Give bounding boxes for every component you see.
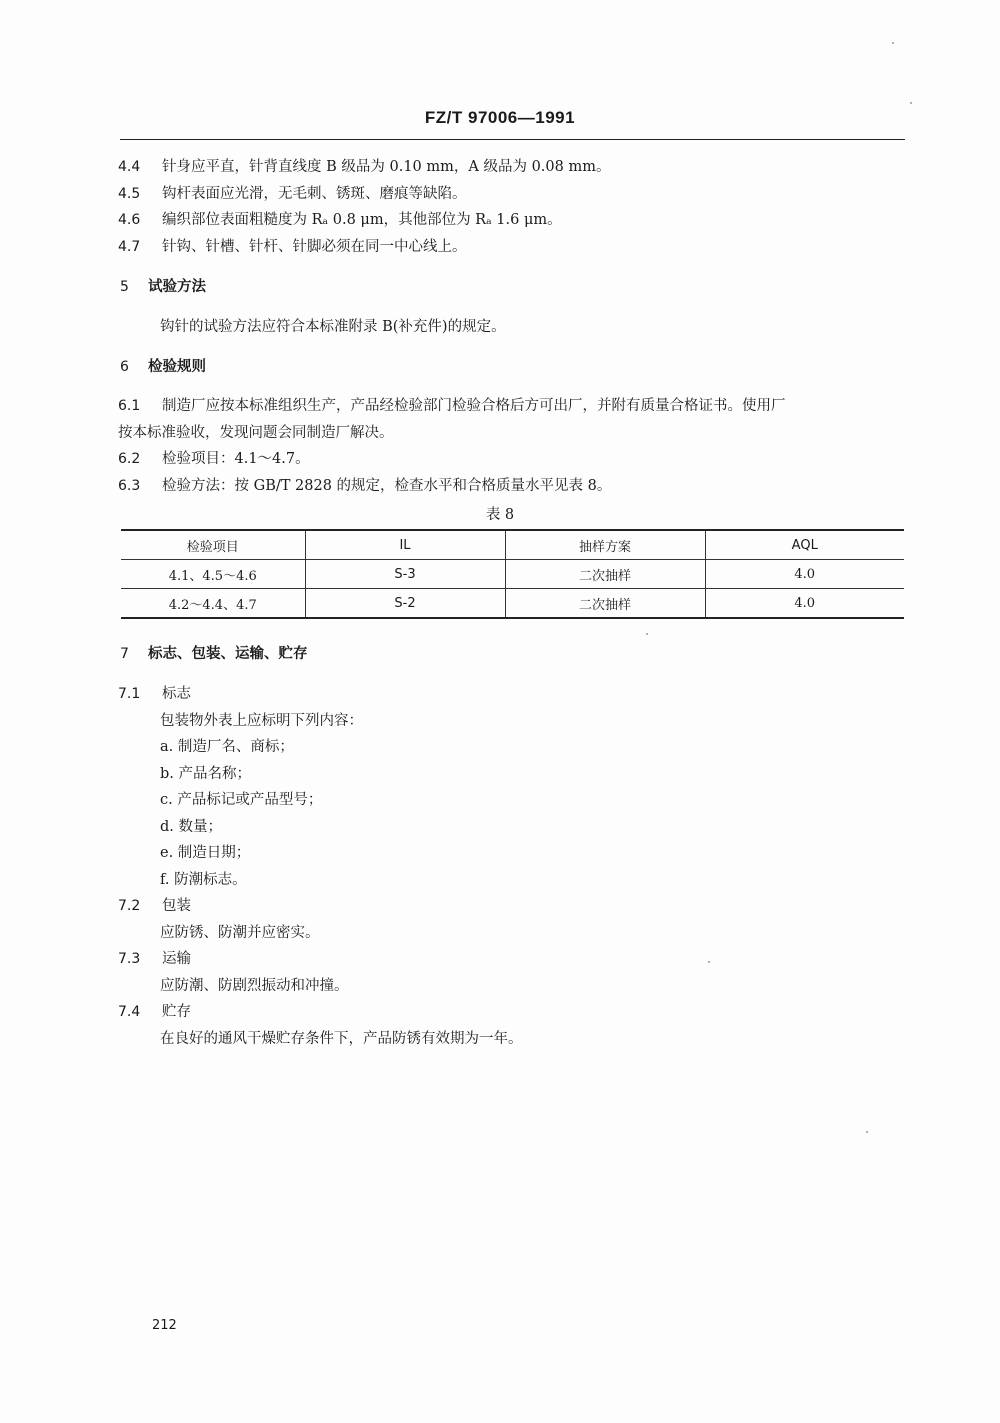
- subsection-7-1-heading: [118, 684, 191, 704]
- table-header-row: [121, 530, 904, 560]
- table-cell: 二次抽样: [505, 560, 705, 589]
- clause-6-3: [118, 476, 611, 496]
- section-5-body: 钩针的试验方法应符合本标准附录 B(补充件)的规定。: [160, 319, 506, 335]
- scan-speck: [910, 102, 912, 104]
- subsection-title: 标志: [162, 686, 191, 702]
- section-title: 检验规则: [148, 358, 206, 375]
- column-header: 抽样方案: [505, 530, 705, 560]
- storage-body: 在良好的通风干燥贮存条件下，产品防锈有效期为一年。: [160, 1031, 523, 1047]
- clause-number: 6.2: [118, 451, 141, 467]
- marking-intro: 包装物外表上应标明下列内容：: [160, 713, 363, 729]
- column-header: IL: [305, 530, 505, 560]
- clause-text: 针身应平直，针背直线度 B 级品为 0.10 mm，A 级品为 0.08 mm。: [162, 159, 611, 175]
- clause-6-2: [118, 449, 310, 469]
- table-cell: 二次抽样: [505, 589, 705, 619]
- section-6-heading: [120, 357, 206, 377]
- scan-speck: [866, 1131, 868, 1133]
- clause-number: 6.1: [118, 398, 141, 414]
- section-title: 标志、包装、运输、贮存: [148, 645, 308, 662]
- marking-list-item: b. 产品名称；: [160, 766, 251, 782]
- subsection-number: 7.1: [118, 686, 141, 702]
- marking-list-item: f. 防潮标志。: [160, 872, 247, 888]
- subsection-7-2-heading: [118, 896, 191, 916]
- section-7-heading: [120, 644, 308, 664]
- clause-6-1: [118, 396, 786, 416]
- scan-speck: [708, 961, 710, 963]
- marking-list-item: a. 制造厂名、商标；: [160, 739, 294, 755]
- header-rule: [120, 139, 905, 140]
- scan-speck: [646, 633, 648, 635]
- table-cell: 4.0: [705, 589, 904, 619]
- clause-text: 制造厂应按本标准组织生产，产品经检验部门检验合格后方可出厂，并附有质量合格证书。使用厂: [162, 398, 786, 414]
- table-cell: 4.2～4.4、4.7: [168, 597, 257, 613]
- clause-6-1-continued: 按本标准验收，发现问题会同制造厂解决。: [118, 425, 394, 441]
- table-cell: S-3: [305, 560, 505, 589]
- clause-4-5: [118, 184, 467, 204]
- clause-text: 检验项目：4.1～4.7。: [162, 451, 310, 467]
- clause-text: 检验方法：按 GB/T 2828 的规定，检查水平和合格质量水平见表 8。: [162, 478, 612, 494]
- table-cell: 4.1、4.5～4.6: [168, 568, 257, 584]
- clause-4-6: [118, 210, 562, 230]
- table-cell: S-2: [305, 589, 505, 619]
- clause-4-7: [118, 237, 467, 257]
- table-row: [121, 560, 904, 589]
- section-number: 7: [120, 646, 129, 662]
- section-5-heading: [120, 277, 206, 297]
- clause-text: 编织部位表面粗糙度为 Rₐ 0.8 μm，其他部位为 Rₐ 1.6 μm。: [162, 212, 562, 228]
- scan-speck: [892, 42, 894, 44]
- subsection-title: 包装: [162, 898, 191, 914]
- transport-body: 应防潮、防剧烈振动和冲撞。: [160, 978, 349, 994]
- packaging-body: 应防锈、防潮并应密实。: [160, 925, 320, 941]
- subsection-title: 运输: [162, 951, 191, 967]
- subsection-number: 7.4: [118, 1004, 141, 1020]
- table-row: [121, 589, 904, 619]
- clause-text: 钩杆表面应光滑，无毛刺、锈斑、磨痕等缺陷。: [162, 186, 467, 202]
- subsection-7-3-heading: [118, 949, 191, 969]
- clause-number: 4.6: [118, 212, 141, 228]
- marking-list-item: e. 制造日期；: [160, 845, 251, 861]
- marking-list-item: c. 产品标记或产品型号；: [160, 792, 323, 808]
- table-caption: 表 8: [485, 507, 515, 523]
- section-number: 5: [120, 279, 129, 295]
- clause-4-4: [118, 157, 610, 177]
- clause-text: 针钩、针槽、针杆、针脚必须在同一中心线上。: [162, 239, 467, 255]
- clause-number: 6.3: [118, 478, 141, 494]
- clause-number: 4.4: [118, 159, 141, 175]
- subsection-title: 贮存: [162, 1004, 191, 1020]
- section-title: 试验方法: [148, 278, 206, 295]
- page-number: 212: [152, 1318, 177, 1333]
- marking-list-item: d. 数量；: [160, 819, 222, 835]
- clause-number: 4.5: [118, 186, 141, 202]
- column-header: AQL: [705, 530, 904, 560]
- standard-code: FZ/T 97006—1991: [424, 108, 576, 127]
- subsection-7-4-heading: [118, 1002, 191, 1022]
- inspection-table: [121, 529, 904, 619]
- column-header: 检验项目: [186, 539, 239, 555]
- clause-number: 4.7: [118, 239, 141, 255]
- subsection-number: 7.2: [118, 898, 141, 914]
- section-number: 6: [120, 359, 129, 375]
- subsection-number: 7.3: [118, 951, 141, 967]
- table-cell: 4.0: [705, 560, 904, 589]
